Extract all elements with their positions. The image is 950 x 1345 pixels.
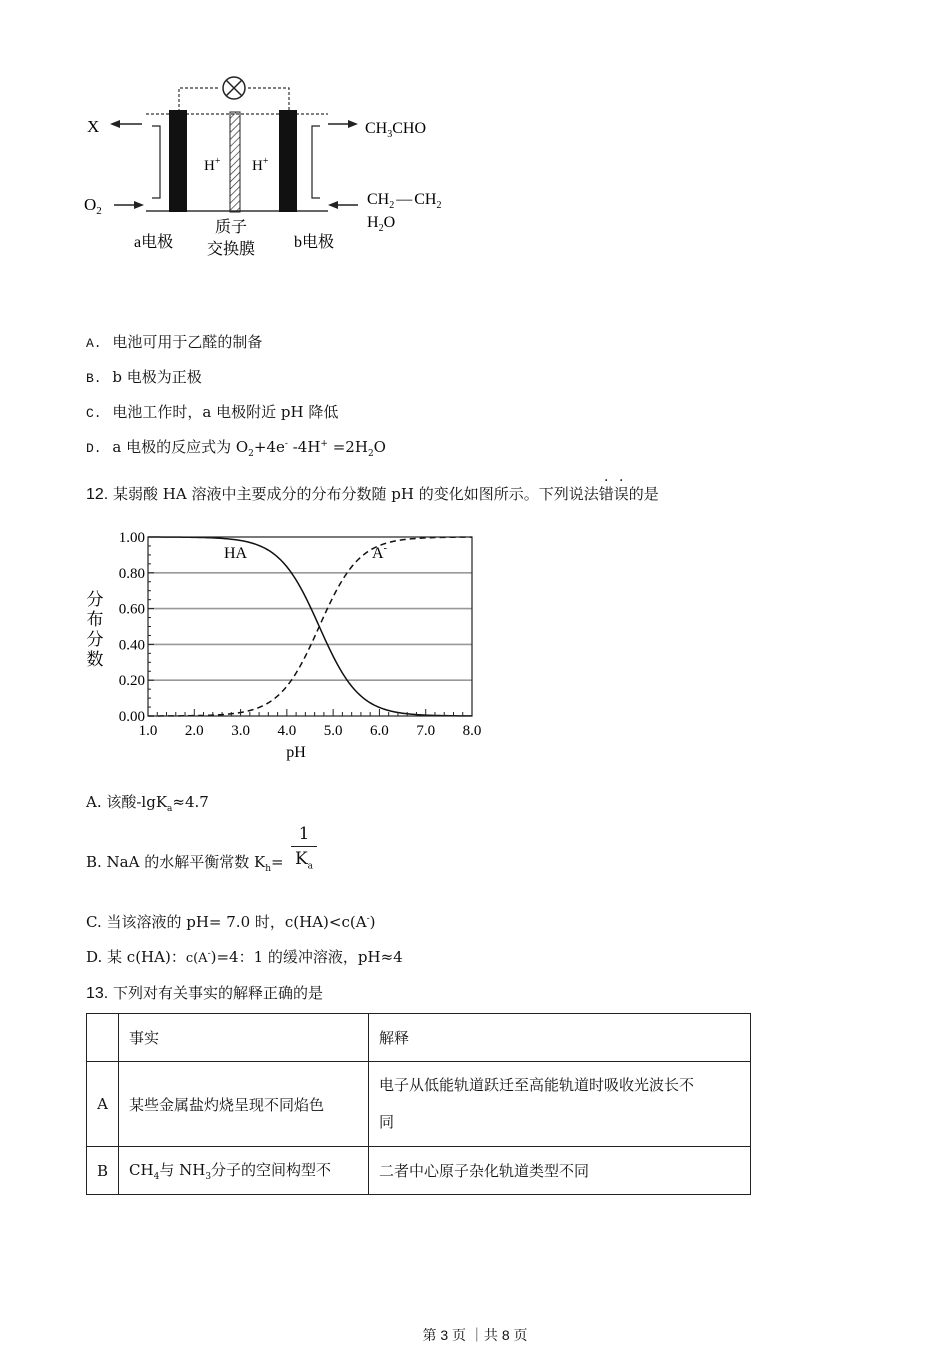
y-axis-label-char: 分: [86, 590, 104, 609]
y-axis-label-char: 布: [86, 610, 104, 629]
svg-text:CH2—CH2: $CH_2$ — $CH_2$: [367, 191, 442, 211]
x-tick-label: 6.0: [370, 723, 389, 739]
explain-cell: 电子从低能轨道跃迁至高能轨道时吸收光波长不 同: [369, 1062, 751, 1147]
series-line-ha: [148, 537, 472, 716]
q13-table: [86, 1013, 751, 1195]
page-number: 3: [440, 1327, 449, 1343]
ch3cho-label: CH: [365, 120, 388, 137]
proton-left-label: H: [204, 158, 215, 174]
y-tick-label: 0.60: [118, 601, 145, 618]
electrode-b-label: b电极: [294, 234, 335, 251]
y-tick-label: 0.00: [118, 709, 145, 725]
q11-option-d: D. a 电极的反应式为 $O_2+4e^-$ $-4H^+ =2H_2O$: [86, 438, 386, 459]
table-row: [87, 1147, 751, 1195]
table-header-cell: 事实: [119, 1014, 369, 1062]
x-tick-label: 8.0: [462, 723, 482, 739]
y-tick-label: 1.00: [118, 530, 145, 546]
q11-option-a: A. 电池可用于乙醛的制备: [86, 333, 263, 351]
q12-option-b: B. NaA 的水解平衡常数 $K_h=$: [86, 853, 284, 874]
proton-right-label: H: [252, 158, 263, 174]
proton-exchange-membrane: [230, 112, 240, 212]
electrode-b: [279, 110, 297, 212]
x-product-label: X: [87, 117, 100, 136]
fuel-cell-diagram: [80, 70, 480, 270]
fact-cell: $CH_4$与 $NH_3$分子的空间构型不: [119, 1147, 369, 1195]
electrode-a: [169, 110, 187, 212]
circuit-wire: [179, 88, 220, 112]
svg-text:CH3CHO: $CH_3CHO$: [365, 120, 427, 140]
x-axis-label: pH: [286, 744, 306, 761]
x-tick-label: 1.0: [138, 723, 158, 739]
q12-option-d: D. 某 c(HA)：c(A-)=4：1 的缓冲溶液，pH≈4: [86, 948, 403, 966]
electrode-a-label: a电极: [134, 234, 174, 251]
x-tick-label: 2.0: [184, 723, 204, 739]
row-label: A: [87, 1062, 119, 1147]
distribution-chart: [80, 525, 490, 765]
plot-frame: [148, 537, 472, 716]
table-header-cell: [87, 1014, 119, 1062]
fraction-1-over-ka: 1 $K_a$: [291, 824, 317, 871]
page-footer: 第 3 页 ｜共 8 页: [422, 1327, 528, 1343]
y-tick-label: 0.40: [118, 637, 145, 654]
series-label-ha: HA: [224, 545, 248, 562]
series-line-a: [148, 537, 472, 716]
svg-text:H+: H+: [252, 156, 269, 174]
x-tick-label: 3.0: [231, 723, 250, 739]
row-label: B: [87, 1147, 119, 1195]
x-tick-label: 4.0: [277, 723, 297, 739]
y-axis-label-char: 分: [86, 630, 104, 649]
membrane-label-1: 质子: [215, 219, 248, 236]
svg-text:H+: H+: [204, 156, 221, 174]
q12-stem: 12. 某弱酸 HA 溶液中主要成分的分布分数随 pH 的变化如图所示。下列说法错误的是: [86, 485, 659, 503]
o2-label: O: [84, 195, 97, 214]
table-row: [87, 1062, 751, 1147]
ethylene-label: CH: [367, 191, 390, 208]
fact-cell: 某些金属盐灼烧呈现不同焰色: [119, 1062, 369, 1147]
page-total: 8: [501, 1327, 510, 1343]
q11-option-b: B. b 电极为正极: [86, 368, 202, 386]
table-header-row: [87, 1014, 751, 1062]
series-label-a: A-: [372, 543, 387, 562]
q11-option-c: C. 电池工作时，a 电极附近 pH 降低: [86, 403, 339, 421]
q12-option-c: C. 当该溶液的 pH= 7.0 时，c(HA)<c(A-): [86, 913, 376, 931]
svg-text:O2: $O_2$: [84, 195, 102, 217]
water-label: H: [367, 214, 379, 231]
q12-option-a: A. 该酸-lgK$_a$≈4.7: [86, 793, 209, 814]
y-tick-label: 0.80: [118, 565, 145, 582]
q13-stem: 13. 下列对有关事实的解释正确的是: [86, 984, 324, 1002]
table-header-cell: 解释: [369, 1014, 751, 1062]
explain-cell: 二者中心原子杂化轨道类型不同: [369, 1147, 751, 1195]
y-axis-label-char: 数: [86, 650, 104, 669]
y-tick-label: 0.20: [118, 673, 145, 690]
x-tick-label: 5.0: [323, 723, 343, 739]
x-tick-label: 7.0: [416, 723, 436, 739]
svg-text:X: [87, 117, 99, 136]
svg-text:H2O: $H_2O$: [367, 214, 396, 234]
circuit-wire: [248, 88, 289, 112]
membrane-label-2: 交换膜: [207, 241, 256, 258]
